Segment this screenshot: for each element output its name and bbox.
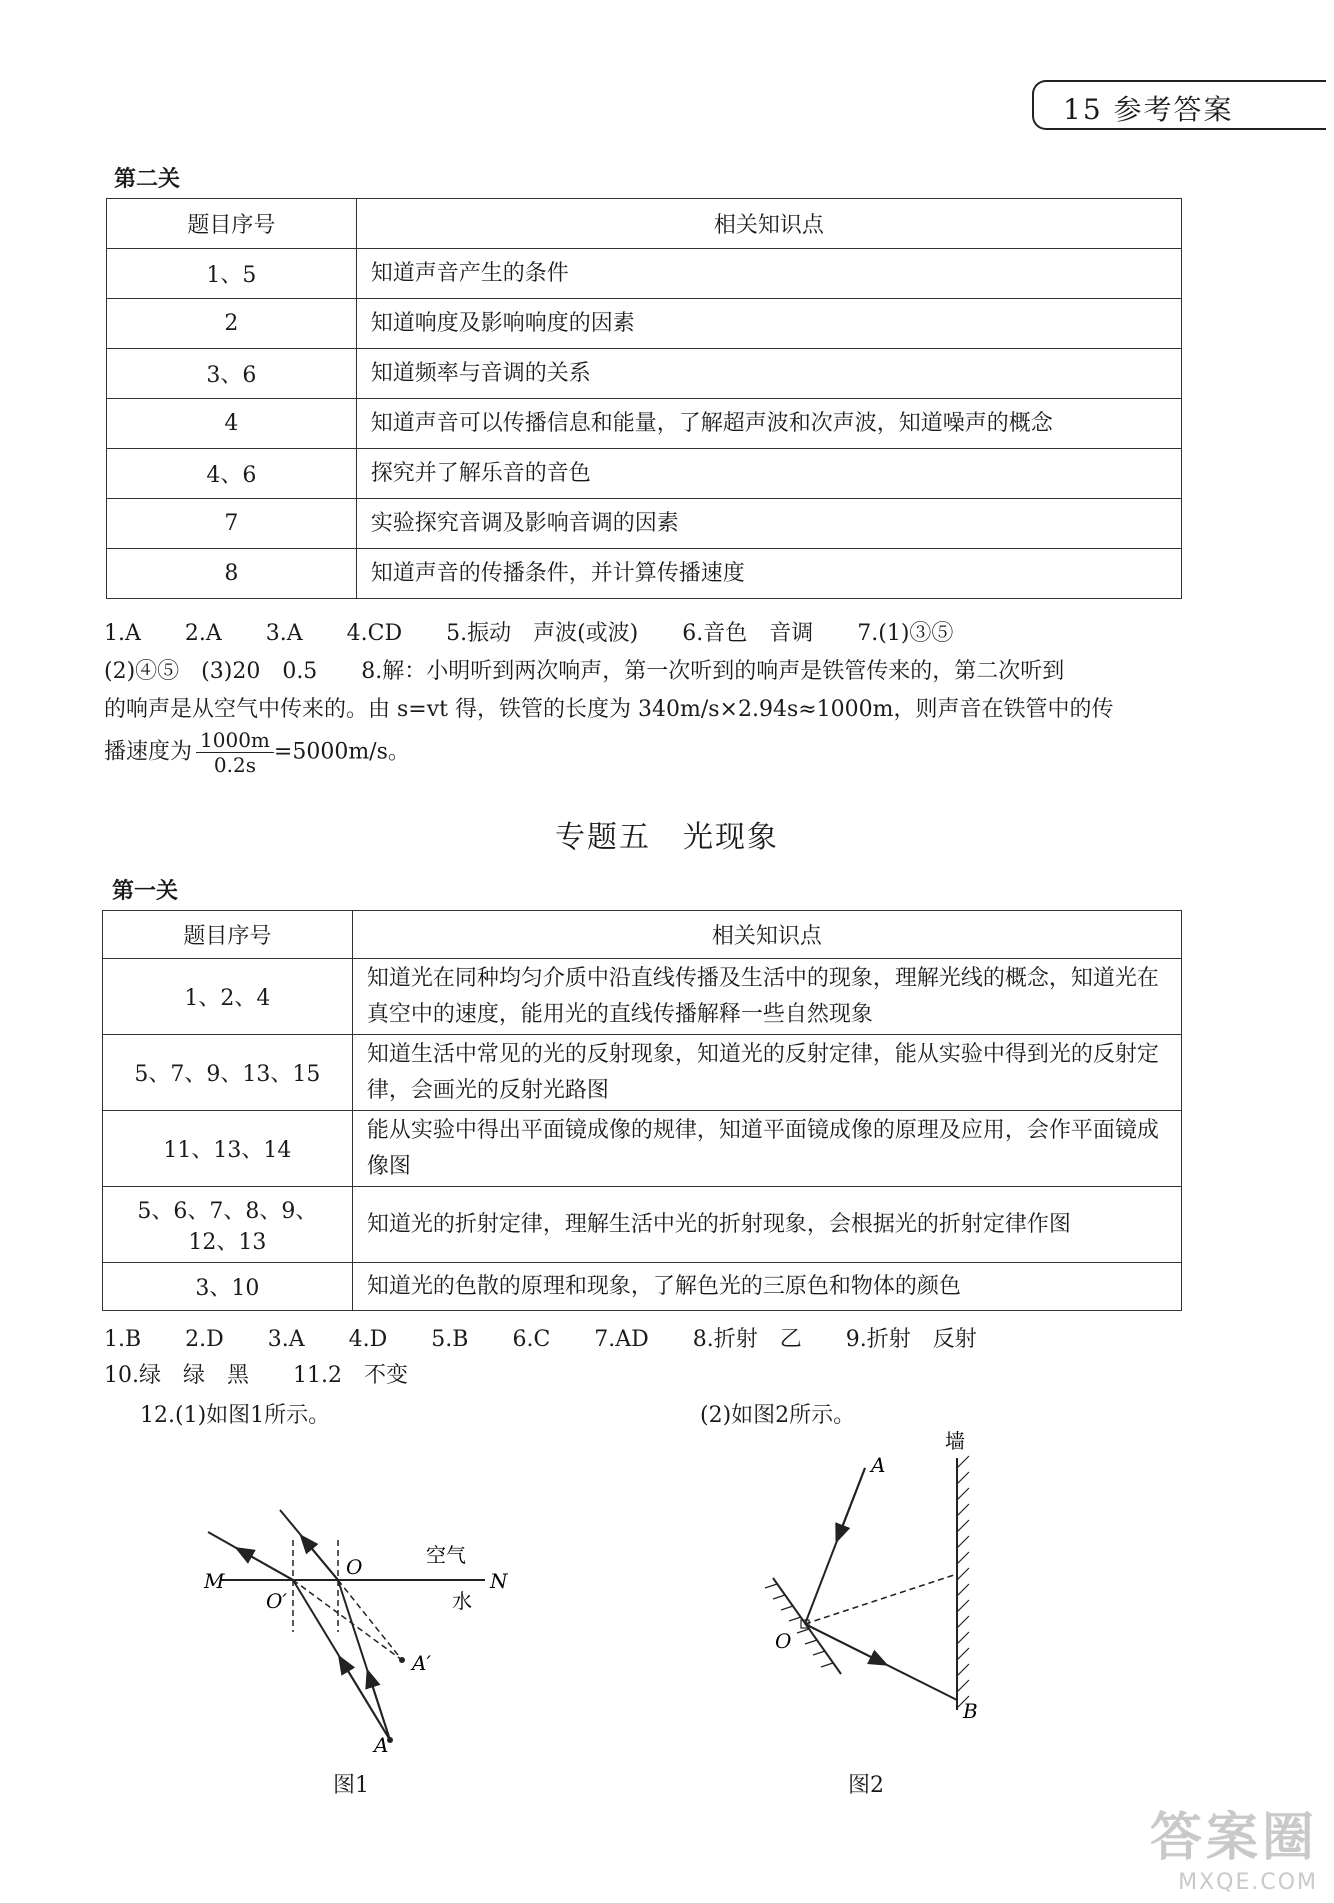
answers-line: 1.B 2.D 3.A 4.D 5.B 6.C 7.AD 8.折射 乙 9.折射 反射 — [104, 1327, 977, 1352]
ray-arrow — [302, 1537, 338, 1580]
fraction — [196, 728, 274, 777]
question-numbers-cell: 4、6 — [107, 449, 357, 499]
table-header-row — [103, 911, 1182, 959]
ray-arrow — [238, 1549, 293, 1580]
label-a-prime: A′ — [412, 1651, 431, 1675]
table-row — [103, 959, 1182, 1035]
label-air: 空气 — [426, 1543, 466, 1567]
table-row — [107, 249, 1182, 299]
answer-text: =5000m/s。 — [273, 739, 410, 765]
knowledge-point-cell: 知道生活中常见的光的反射现象，知道光的反射定律，能从实验中得到光的反射定律，会画光的反射光路图 — [352, 1035, 1181, 1111]
mirror-hatching — [765, 1584, 833, 1667]
section-label-second: 第二关 — [114, 167, 181, 192]
knowledge-point-cell: 知道光在同种均匀介质中沿直线传播及生活中的现象，理解光线的概念，知道光在真空中的速度，能用光的直线传播解释一些自然现象 — [352, 959, 1181, 1035]
label-o: O — [346, 1555, 363, 1579]
figure-1-caption: 图1 — [333, 1773, 369, 1798]
knowledge-point-cell: 知道光的折射定律，理解生活中光的折射现象，会根据光的折射定律作图 — [352, 1187, 1181, 1263]
column-header: 题目序号 — [107, 199, 357, 249]
knowledge-point-cell: 知道声音可以传播信息和能量，了解超声波和次声波，知道噪声的概念 — [356, 399, 1181, 449]
table-row — [103, 1187, 1182, 1263]
figure-2-reflection-diagram — [745, 1428, 1015, 1748]
ray-arrow — [837, 1468, 865, 1540]
dashed-line — [805, 1574, 957, 1624]
watermark-logo-text: 答案圈 — [1149, 1808, 1318, 1868]
watermark — [1150, 1795, 1318, 1895]
label-a: A — [871, 1453, 886, 1477]
point-a-prime — [399, 1657, 405, 1663]
label-b: B — [963, 1699, 978, 1723]
knowledge-point-cell: 能从实验中得出平面镜成像的规律，知道平面镜成像的原理及应用，会作平面镜成像图 — [352, 1111, 1181, 1187]
question-numbers-cell: 1、5 — [107, 249, 357, 299]
page-header-label: 15 参考答案 — [1063, 93, 1234, 126]
figure-2-caption: 图2 — [848, 1773, 884, 1798]
answers-line: (2)④⑤ (3)20 0.5 8.解：小明听到两次响声，第一次听到的响声是铁管传来的，第二次听到 — [104, 659, 1065, 684]
ray-arrow — [805, 1624, 885, 1664]
table-row — [107, 499, 1182, 549]
table-row — [103, 1111, 1182, 1187]
question-numbers-cell: 1、2、4 — [103, 959, 353, 1035]
question-numbers-cell: 3、10 — [103, 1263, 353, 1311]
question-numbers-cell: 3、6 — [107, 349, 357, 399]
virtual-ray — [338, 1580, 402, 1660]
question-numbers-cell: 8 — [107, 549, 357, 599]
label-a: A — [374, 1733, 389, 1757]
topic-title: 专题五 光现象 — [555, 820, 779, 855]
column-header: 相关知识点 — [356, 199, 1181, 249]
table-row — [103, 1263, 1182, 1311]
answer-text: 播速度为 — [104, 739, 193, 765]
label-n: N — [490, 1569, 508, 1593]
fraction-numerator: 1000m — [196, 728, 274, 753]
answers-line-formula — [104, 728, 410, 777]
table-row — [103, 1035, 1182, 1111]
question-numbers-cell: 7 — [107, 499, 357, 549]
knowledge-point-cell: 实验探究音调及影响音调的因素 — [356, 499, 1181, 549]
answers-line: 1.A 2.A 3.A 4.CD 5.振动 声波(或波) 6.音色 音调 7.(1)③⑤ — [104, 621, 954, 646]
answers-line: 10.绿 绿 黑 11.2 不变 — [104, 1363, 408, 1388]
question-numbers-cell: 2 — [107, 299, 357, 349]
knowledge-table-second — [106, 198, 1182, 599]
knowledge-point-cell: 探究并了解乐音的音色 — [356, 449, 1181, 499]
answers-line: 12.(1)如图1所示。 — [140, 1403, 331, 1428]
knowledge-table-first — [102, 910, 1182, 1311]
answers-line: (2)如图2所示。 — [700, 1403, 856, 1428]
question-numbers-cell: 4 — [107, 399, 357, 449]
knowledge-point-cell: 知道声音的传播条件，并计算传播速度 — [356, 549, 1181, 599]
figure-1-refraction-diagram — [190, 1470, 530, 1760]
table-row — [107, 549, 1182, 599]
question-numbers-cell: 5、7、9、13、15 — [103, 1035, 353, 1111]
knowledge-point-cell: 知道声音产生的条件 — [356, 249, 1181, 299]
knowledge-point-cell: 知道光的色散的原理和现象，了解色光的三原色和物体的颜色 — [352, 1263, 1181, 1311]
knowledge-point-cell: 知道频率与音调的关系 — [356, 349, 1181, 399]
table-row — [107, 349, 1182, 399]
fraction-denominator: 0.2s — [213, 753, 256, 777]
question-numbers-cell: 11、13、14 — [103, 1111, 353, 1187]
column-header: 相关知识点 — [352, 911, 1181, 959]
table-row — [107, 449, 1182, 499]
knowledge-point-cell: 知道响度及影响响度的因素 — [356, 299, 1181, 349]
column-header: 题目序号 — [103, 911, 353, 959]
answers-line: 的响声是从空气中传来的。由 s=vt 得，铁管的长度为 340m/s×2.94s≈1000m，则声音在铁管中的传 — [104, 697, 1114, 722]
ray-arrow — [368, 1672, 390, 1740]
label-m: M — [204, 1569, 225, 1593]
question-numbers-cell: 5、6、7、8、9、12、13 — [103, 1187, 353, 1263]
ray-arrow — [340, 1658, 390, 1740]
table-header-row — [107, 199, 1182, 249]
label-wall: 墙 — [945, 1429, 965, 1453]
table-row — [107, 399, 1182, 449]
watermark-url: MXQE.COM — [1178, 1870, 1318, 1895]
table-row — [107, 299, 1182, 349]
label-water: 水 — [452, 1589, 472, 1613]
label-o: O — [775, 1629, 792, 1653]
section-label-first: 第一关 — [112, 879, 179, 904]
wall-hatching — [957, 1456, 969, 1708]
label-o-prime: O′ — [266, 1589, 287, 1613]
